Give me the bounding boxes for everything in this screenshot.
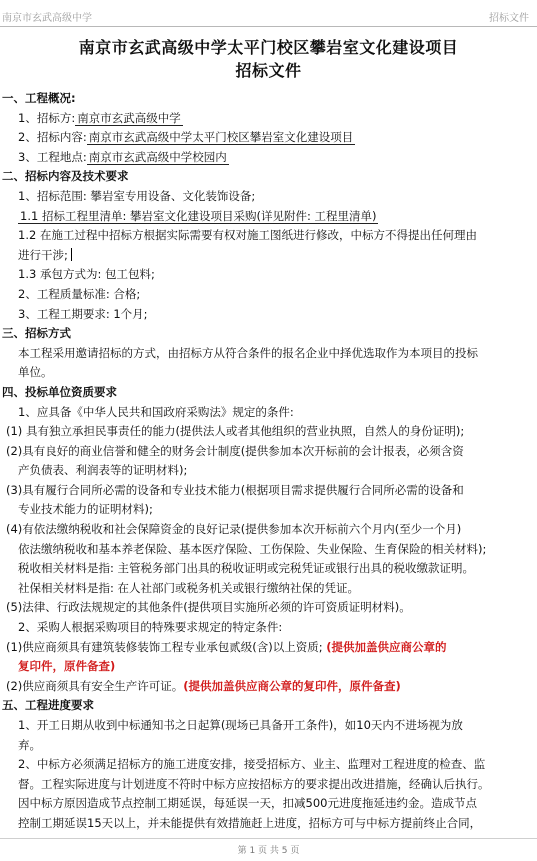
section-heading: 一、工程概况: [2,91,76,105]
text-line: 1、应具备《中华人民共和国政府采购法》规定的条件: [18,404,294,419]
section-heading: 三、招标方式 [2,326,71,341]
text-line: 依法缴纳税收和基本养老保险、基本医疗保险、工伤保险、失业保险、生育保险的相关材料); [18,541,487,556]
text-line: 2、工程质量标准: 合格; [18,286,141,301]
text-span: (2)供应商须具有安全生产许可证。 [6,678,184,693]
text-line: 社保相关材料是指: 在人社部门或税务机关或银行缴纳社保的凭证。 [18,580,360,595]
section-heading: 四、投标单位资质要求 [2,384,117,399]
text-line: 1、招标范围: 攀岩室专用设备、文化装饰设备; [18,188,256,203]
text-line: 督。工程实际进度与计划进度不符时中标方应按招标方的要求提出改进措施，经确认后执行。 [18,776,490,791]
text-line: 3、工程工期要求: 1个月; [18,306,148,321]
document-title: 南京市玄武高级中学太平门校区攀岩室文化建设项目 [78,38,459,57]
text-line: (4)有依法缴纳税收和社会保障资金的良好记录(提供参加本次开标前六个月内(至少一个月) [6,522,462,537]
text-line: 2、采购人根据采购项目的特殊要求规定的特定条件: [18,620,283,635]
text-line[interactable] [0,246,537,266]
text-span: (1)供应商须具有建筑装修装饰工程专业承包贰级(含)以上资质; [6,639,327,654]
text-line: (2)具有良好的商业信誉和健全的财务会计制度(提供参加本次开标前的会计报表，必须含资 [6,443,464,458]
document-body [0,89,537,834]
section-heading: 五、工程进度要求 [2,698,94,713]
text-span: 进行干涉; [18,247,68,262]
field-label: 1、招标方: [18,110,76,125]
text-line: 专业技术能力的证明材料); [18,502,153,517]
text-line: 因中标方原因造成节点控制工期延误，每延误一天，扣减500元进度拖延违约金。造成节点 [18,796,477,811]
red-note: (提供加盖供应商公章的 [326,639,447,654]
text-line [0,677,537,697]
page-number: 第 1 页 共 5 页 [237,846,300,856]
document-subtitle: 招标文件 [235,61,302,80]
text-line: 控制工期延误15天以上，并未能提供有效措施赶上进度，招标方可与中标方提前终止合同， [18,815,482,830]
header-doc-type: 招标文件 [489,13,529,24]
text-line: 税收相关材料是指: 主管税务部门出具的税收证明或完税凭证或银行出具的税收缴款证明。 [18,561,475,576]
red-note: (提供加盖供应商公章的复印件，原件备查) [183,678,401,693]
field-value-underlined: 南京市玄武高级中学校园内 [88,149,227,164]
page-header [0,0,537,27]
red-note: 复印件，原件备查) [18,659,116,674]
field-label: 3、工程地点: [18,149,87,164]
text-line: 产负债表、利润表等的证明材料); [18,463,188,478]
text-line: 1.2 在施工过程中招标方根据实际需要有权对施工图纸进行修改，中标方不得提出任何理由 [18,228,477,243]
text-line: (3)具有履行合同所必需的设备和专业技术能力(根据项目需求提供履行合同所必需的设备和 [6,482,464,497]
text-line: (1) 具有独立承担民事责任的能力(提供法人或者其他组织的营业执照，自然人的身份证明); [6,424,465,439]
field-label: 2、招标内容: [18,130,87,145]
field-value-underlined: 南京市玄武高级中学太平门校区攀岩室文化建设项目 [88,130,354,145]
text-line: 弃。 [18,737,41,752]
footer-divider [0,838,537,839]
text-line: 1、开工日期从收到中标通知书之日起算(现场已具备开工条件)，如10天内不进场视为放 [18,718,463,732]
field-value-underlined: 南京市玄武高级中学 [77,110,181,125]
text-line [0,148,537,168]
header-school-name: 南京市玄武高级中学 [2,13,92,24]
text-cursor [71,248,72,261]
underlined-text: 1.1 招标工程里清单: 攀岩室文化建设项目采购(详见附件: 工程里清单) [20,208,377,223]
text-line [0,657,537,677]
text-line: (5)法律、行政法规规定的其他条件(提供项目实施所必须的许可资质证明材料)。 [6,600,411,615]
text-line [0,638,537,658]
text-line: 2、中标方必须满足招标方的施工进度安排，接受招标方、业主、监理对工程进度的检查、监 [18,757,486,772]
section-heading: 二、招标内容及技术要求 [2,169,129,184]
text-line [0,207,537,227]
text-line: 单位。 [18,365,53,380]
text-line: 本工程采用邀请招标的方式，由招标方从符合条件的报名企业中择优选取作为本项目的投标 [18,345,478,360]
text-line: 1.3 承包方式为: 包工包料; [18,267,155,282]
text-line [0,128,537,148]
text-line [0,109,537,129]
